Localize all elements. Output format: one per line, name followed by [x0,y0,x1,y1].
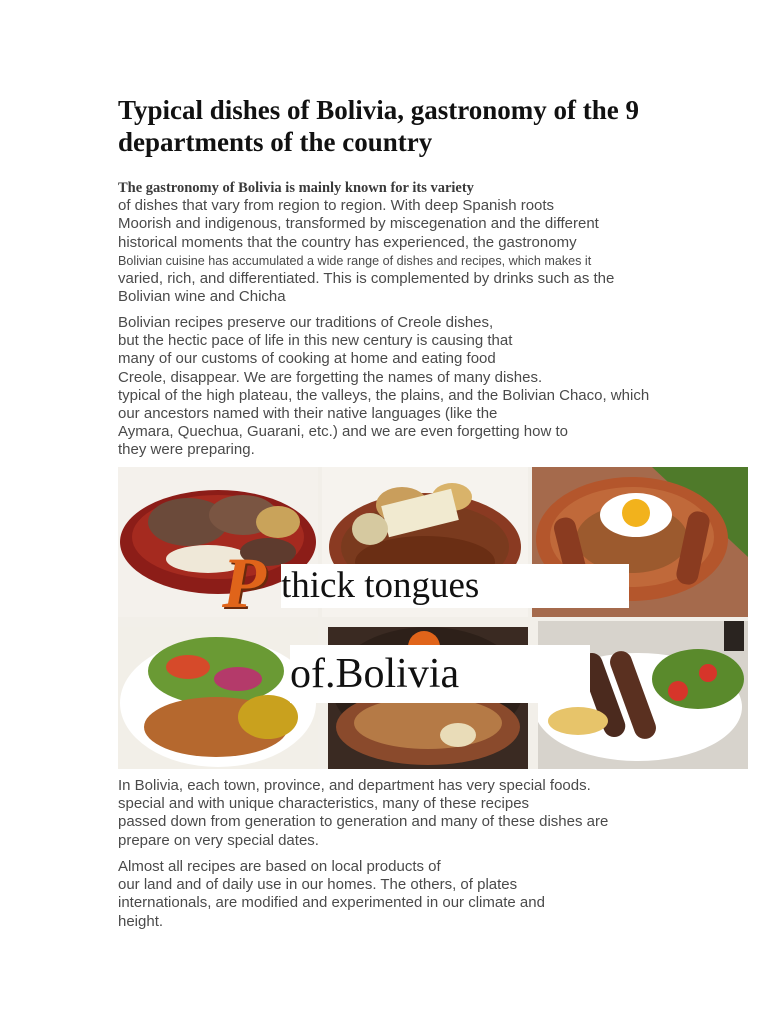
paragraph-line: but the hectic pace of life in this new century is causing that [118,332,513,350]
paragraph-line: they were preparing. [118,441,255,459]
paragraph-line: special and with unique characteristics, many of these recipes [118,795,530,813]
intro-small-line: Bolivian cuisine has accumulated a wide range of dishes and recipes, which makes it [118,253,592,268]
paragraph-line: Creole, disappear. We are forgetting the names of many dishes. [118,368,543,386]
intro-line: varied, rich, and differentiated. This is complemented by drinks such as the [118,269,615,287]
paragraph-line: internationals, are modified and experimented in our climate and [118,894,545,912]
regional-foods-paragraph [118,777,608,850]
paragraph-line: prepare on very special dates. [118,831,319,849]
paragraph-line: Aymara, Quechua, Guarani, etc.) and we are even forgetting how to [118,423,568,441]
paragraph-line: In Bolivia, each town, province, and department has very special foods. [118,777,591,794]
overlay-caption-line1: thick tongues [281,564,629,608]
intro-line: of dishes that vary from region to region. With deep Spanish roots [118,197,555,215]
overlay-caption-line2: of.Bolivia [290,645,590,703]
paragraph-line: many of our customs of cooking at home and eating food [118,350,496,368]
paragraph-line: height. [118,912,164,930]
food-collage-image [118,467,748,769]
intro-line: Bolivian wine and Chicha [118,288,286,306]
paragraph-line: Bolivian recipes preserve our traditions of Creole dishes, [118,314,494,331]
paragraph-line: our land and of daily use in our homes. The others, of plates [118,876,518,894]
intro-paragraph [118,179,614,306]
paragraph-line: typical of the high plateau, the valleys, the plains, and the Bolivian Chaco, which [118,386,650,404]
intro-line: historical moments that the country has experienced, the gastronomy [118,233,577,251]
traditions-paragraph [118,314,649,460]
paragraph-line: our ancestors named with their native languages (like the [118,405,498,423]
logo-letter: P [222,543,266,623]
salad-pasta-illustration [118,627,318,769]
dish-photo-salad-pasta [118,627,318,769]
paragraph-line: Almost all recipes are based on local products of [118,858,441,875]
paragraph-line: passed down from generation to generation and many of these dishes are [118,813,609,831]
intro-lead: The gastronomy of Bolivia is mainly known for its variety [118,180,474,196]
intro-line: Moorish and indigenous, transformed by miscegenation and the different [118,215,599,233]
local-products-paragraph [118,858,545,931]
page-title: Typical dishes of Bolivia, gastronomy of the 9 departments of the country [118,95,640,157]
